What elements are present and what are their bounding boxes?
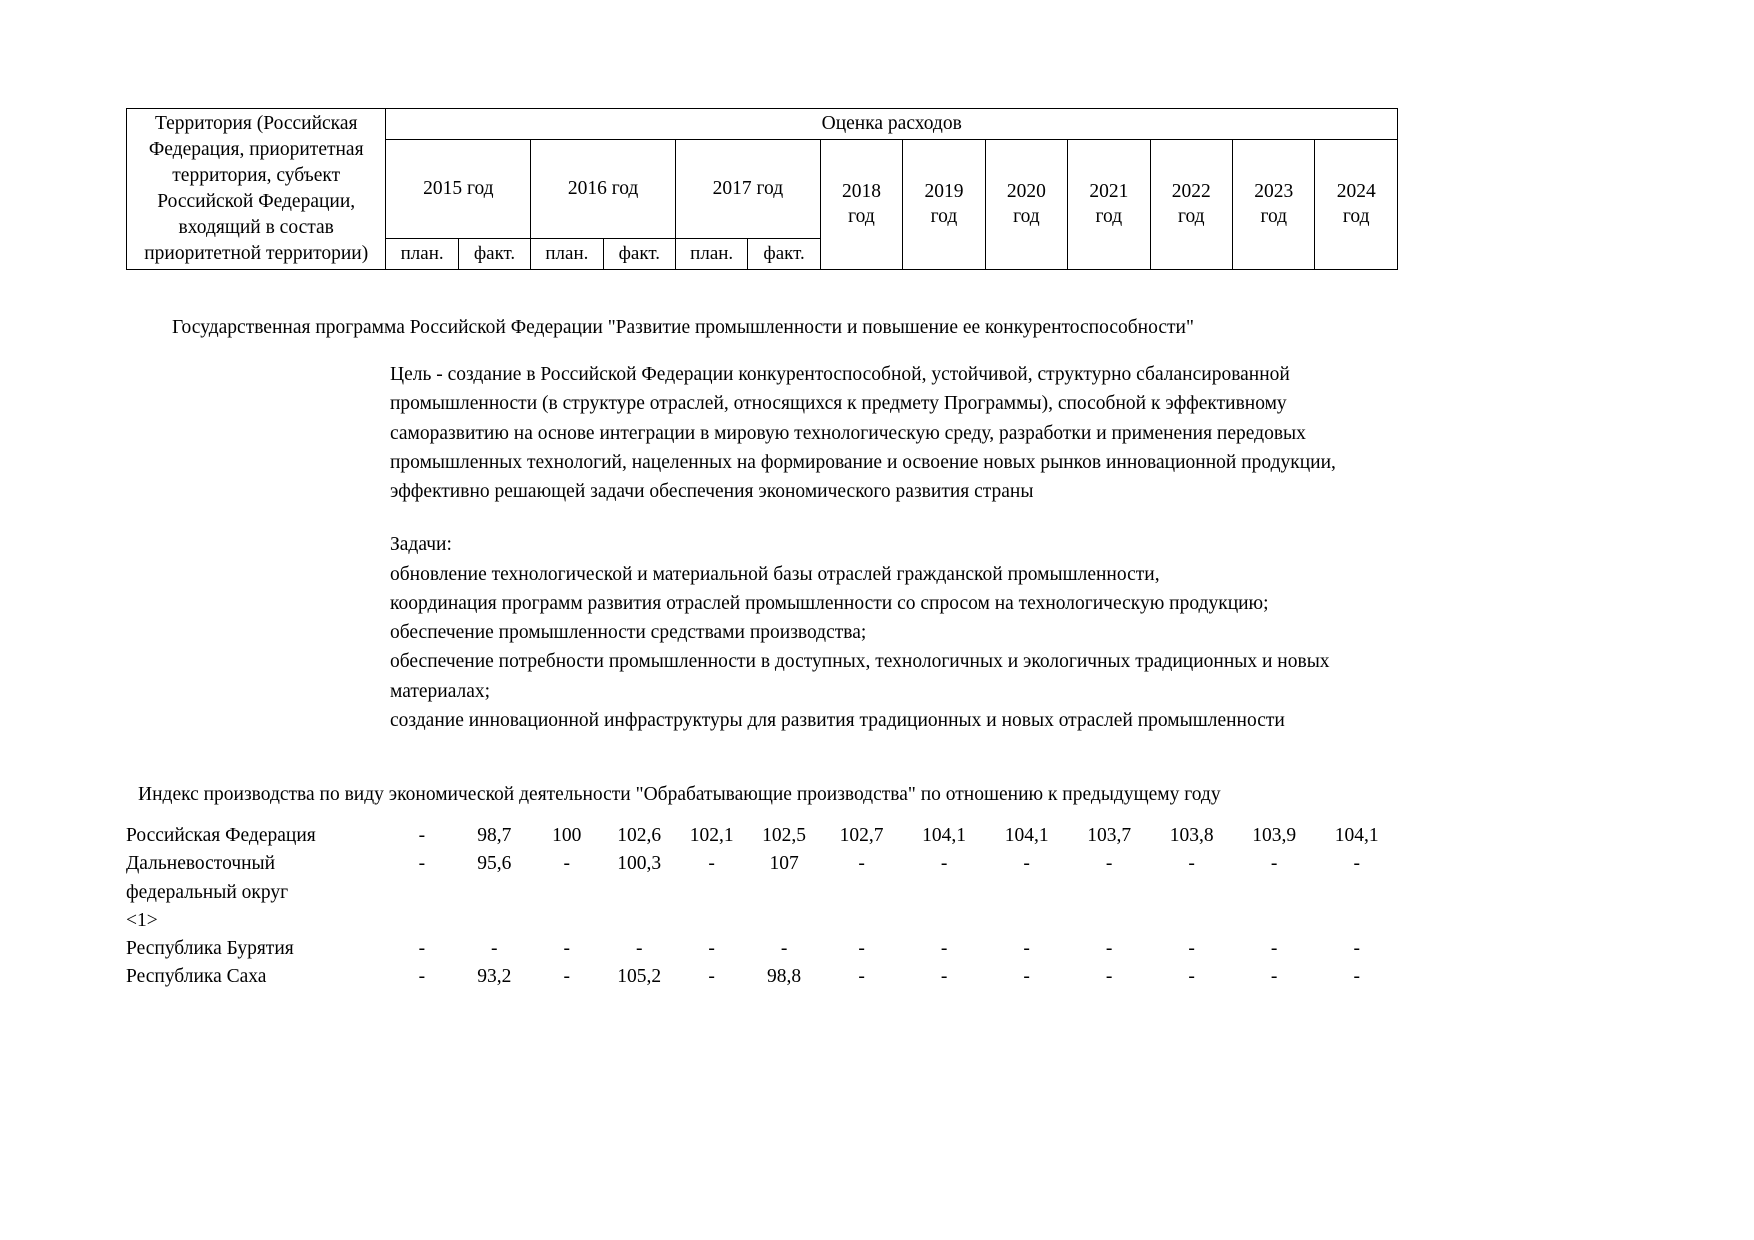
- subheader-2017-plan: план.: [675, 239, 747, 269]
- cell-2018: -: [858, 938, 865, 960]
- cell-2019: -: [940, 966, 948, 988]
- cell-2016-fact: 100,3: [617, 853, 662, 875]
- row-label-republic-of-buryatia: [126, 935, 386, 963]
- cell-2023: -: [1270, 938, 1278, 960]
- cell-2024: 104,1: [1334, 825, 1379, 846]
- cell-2023: 103,9: [1252, 825, 1297, 846]
- table-row: [126, 935, 1398, 963]
- cell-2022: -: [1188, 938, 1195, 960]
- cell-2015-plan: -: [418, 853, 426, 875]
- row-label-russian-federation: [126, 822, 386, 850]
- year-2023-word: год: [1260, 206, 1288, 228]
- cell-2023: -: [1270, 966, 1278, 988]
- cell-2022: -: [1188, 853, 1195, 875]
- indicator-caption: Индекс производства по виду экономической деятельности "Обрабатывающие производства" по отношению к предыдущему году: [138, 784, 1221, 805]
- year-2018-number: 2018: [841, 180, 881, 202]
- year-2018-word: год: [848, 206, 875, 228]
- row-label-footnote-ref: <1>: [126, 909, 158, 931]
- cell-2020: 104,1: [1004, 825, 1049, 846]
- cell-2019: -: [940, 853, 948, 875]
- table-row: [126, 822, 1398, 850]
- cell-2017-plan: -: [708, 966, 715, 988]
- cell-2015-plan: -: [418, 825, 426, 846]
- cell-2017-fact: 107: [769, 853, 799, 875]
- year-column-2023: [1233, 139, 1315, 269]
- year-2020-word: год: [1013, 206, 1040, 228]
- header-table: [126, 108, 1398, 270]
- cell-2024: -: [1353, 938, 1360, 960]
- year-group-2016: 2016 год: [531, 139, 676, 238]
- cell-2019: -: [940, 938, 948, 960]
- cell-2018: 102,7: [839, 825, 884, 846]
- year-column-2020: [985, 139, 1067, 269]
- cell-2021: -: [1105, 938, 1113, 960]
- cell-2015-fact: 95,6: [477, 853, 512, 875]
- cell-2015-fact: 93,2: [477, 966, 512, 988]
- cell-2016-fact: 105,2: [617, 966, 662, 988]
- year-2019-word: год: [930, 206, 958, 228]
- tasks-label: Задачи:: [390, 534, 452, 556]
- cell-2024: -: [1353, 853, 1360, 875]
- row-label-far-eastern-federal-district: [126, 850, 386, 935]
- row-label-line: Дальневосточный: [126, 853, 276, 875]
- indicator-data-grid: [126, 822, 1398, 992]
- cell-2016-plan: -: [563, 853, 570, 875]
- table-row: [126, 963, 1398, 991]
- cell-2016-plan: -: [563, 938, 570, 960]
- cell-2021: -: [1105, 966, 1113, 988]
- row-label-line: федеральный округ: [126, 881, 289, 903]
- cell-2017-fact: 102,5: [762, 825, 807, 846]
- year-2022-number: 2022: [1171, 180, 1211, 202]
- cell-2017-fact: -: [780, 938, 788, 960]
- cell-2016-plan: -: [563, 966, 570, 988]
- cell-2020: -: [1023, 853, 1030, 875]
- task-item-2: координация программ развития отраслей промышленности со спросом на технологическую продукцию;: [390, 592, 1269, 614]
- cell-2017-plan: -: [708, 853, 715, 875]
- year-2020-number: 2020: [1006, 180, 1046, 202]
- year-group-2017: 2017 год: [675, 139, 820, 238]
- subheader-2016-plan: план.: [531, 239, 603, 269]
- subheader-2017-fact: факт.: [748, 239, 820, 269]
- year-column-2021: [1068, 139, 1150, 269]
- estimate-of-expenses-header: Оценка расходов: [386, 109, 1398, 140]
- task-item-4: обеспечение потребности промышленности в доступных, технологичных и экологичных традиционных и новых материалах;: [390, 651, 1330, 702]
- cell-2024: -: [1353, 966, 1360, 988]
- program-goal-text: Цель - создание в Российской Федерации конкурентоспособной, устойчивой, структурно сбалансированной промышленности (в структуре отраслей, относящихся к предмету Программы), способной к эффективному саморазвитию на основе интеграции в мировую технологическую среду, разработки и применения передовых промышленных технологий, нацеленных на формирование и освоение новых рынков инновационной продукции, эффективно решающей задачи обеспечения экономического развития страны: [390, 364, 1336, 502]
- program-narrative: [390, 360, 1400, 735]
- header-row-title: [127, 109, 1398, 140]
- year-column-2018: [820, 139, 902, 269]
- year-2023-number: 2023: [1254, 180, 1294, 202]
- cell-2016-fact: -: [635, 938, 643, 960]
- data-table: [126, 822, 1398, 992]
- expenses-header-table: [126, 108, 1398, 270]
- cell-2020: -: [1023, 966, 1030, 988]
- cell-2019: 104,1: [922, 825, 967, 846]
- territory-column-header: Территория (Российская Федерация, приоритетная территория, субъект Российской Федерации, входящий в состав приоритетной территории): [127, 109, 386, 270]
- cell-2017-fact: 98,8: [767, 966, 802, 988]
- cell-2015-plan: -: [418, 938, 426, 960]
- year-2019-number: 2019: [924, 180, 964, 202]
- program-title: Государственная программа Российской Федерации "Развитие промышленности и повышение ее конкурентоспособности": [172, 317, 1194, 338]
- task-item-1: обновление технологической и материальной базы отраслей гражданской промышленности,: [390, 563, 1160, 585]
- year-2024-word: год: [1342, 206, 1370, 228]
- cell-2021: -: [1105, 853, 1113, 875]
- subheader-2015-fact: факт.: [458, 239, 530, 269]
- subheader-2016-fact: факт.: [603, 239, 675, 269]
- cell-2021: 103,7: [1087, 825, 1132, 846]
- cell-2017-plan: 102,1: [689, 825, 734, 846]
- year-column-2024: [1315, 139, 1398, 269]
- year-2024-number: 2024: [1336, 180, 1376, 202]
- cell-2017-plan: -: [708, 938, 715, 960]
- year-2021-number: 2021: [1089, 180, 1129, 202]
- row-label-line: Российская Федерация: [126, 825, 316, 846]
- cell-2020: -: [1023, 938, 1030, 960]
- cell-2023: -: [1270, 853, 1278, 875]
- cell-2018: -: [858, 853, 865, 875]
- cell-2015-fact: -: [491, 938, 498, 960]
- year-column-2019: [903, 139, 985, 269]
- cell-2018: -: [858, 966, 865, 988]
- cell-2015-fact: 98,7: [477, 825, 512, 846]
- task-item-5: создание инновационной инфраструктуры для развития традиционных и новых отраслей промышленности: [390, 709, 1285, 731]
- subheader-2015-plan: план.: [386, 239, 458, 269]
- year-2021-word: год: [1095, 206, 1123, 228]
- cell-2022: 103,8: [1169, 825, 1214, 846]
- year-group-2015: 2015 год: [386, 139, 531, 238]
- cell-2016-plan: 100: [552, 825, 582, 846]
- table-row: [126, 850, 1398, 935]
- cell-2015-plan: -: [418, 966, 426, 988]
- row-label-line: Республика Бурятия: [126, 938, 294, 960]
- year-column-2022: [1150, 139, 1232, 269]
- task-item-3: обеспечение промышленности средствами производства;: [390, 622, 867, 643]
- cell-2016-fact: 102,6: [617, 825, 662, 846]
- cell-2022: -: [1188, 966, 1195, 988]
- row-label-line: Республика Саха: [126, 966, 267, 988]
- year-2022-word: год: [1177, 206, 1205, 228]
- row-label-republic-of-sakha: [126, 963, 386, 991]
